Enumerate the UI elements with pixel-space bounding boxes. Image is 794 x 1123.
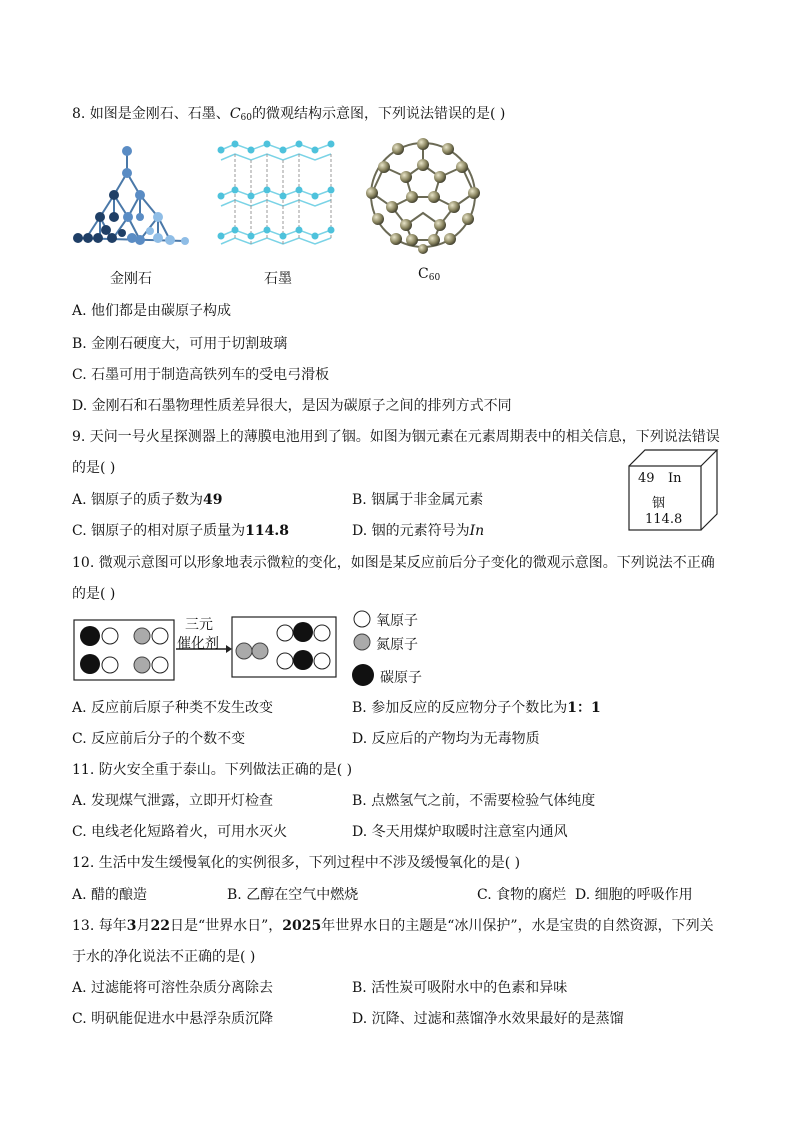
q12-option-c: C. 食物的腐烂 — [477, 887, 567, 903]
q8-option-b: B. 金刚石硬度大，可用于切割玻璃 — [72, 336, 288, 352]
legend-oxygen-icon — [352, 609, 372, 629]
q9-option-a-text: A. 铟原子的质子数为 — [72, 492, 204, 508]
q9-stem-line1: 9. 天问一号火星探测器上的薄膜电池用到了铟。如图为铟元素在元素周期表中的相关信息，下列说法错误 — [72, 429, 720, 445]
q13-stem-pre: 13. 每年 — [72, 918, 127, 934]
q12-option-a: A. 醋的酿造 — [72, 887, 148, 903]
c60-structure-image — [358, 135, 488, 255]
q9-option-a-value: 49 — [203, 492, 223, 508]
q9-stem-line2: 的是( ) — [72, 460, 116, 476]
q8-stem-c: C — [229, 106, 241, 122]
q13-option-a: A. 过滤能将可溶性杂质分离除去 — [72, 980, 274, 996]
diamond-structure-image — [70, 145, 195, 250]
q11-option-a: A. 发现煤气泄露，立即开灯检查 — [72, 793, 274, 809]
element-mass: 114.8 — [645, 512, 683, 527]
q8-option-d: D. 金刚石和石墨物理性质差异很大，是因为碳原子之间的排列方式不同 — [72, 398, 512, 414]
q10-option-b-text: B. 参加反应的反应物分子个数比为 — [352, 700, 568, 716]
legend-nitrogen-icon — [352, 632, 372, 652]
q8-stem-post: 的微观结构示意图，下列说法错误的是( ) — [251, 106, 506, 122]
element-symbol: In — [668, 471, 682, 486]
c60-caption-sub: 60 — [428, 273, 441, 283]
q13-stem-post: 年世界水日的主题是“冰川保护”，水是宝贵的自然资源，下列关 — [321, 918, 714, 934]
q11-option-d: D. 冬天用煤炉取暖时注意室内通风 — [352, 824, 568, 840]
q12-option-b: B. 乙醇在空气中燃烧 — [227, 887, 359, 903]
graphite-caption: 石墨 — [264, 271, 292, 287]
catalyst-label-2: 催化剂 — [177, 636, 219, 652]
q11-option-c: C. 电线老化短路着火，可用水灭火 — [72, 824, 288, 840]
graphite-structure-image — [215, 138, 340, 250]
q8-option-a: A. 他们都是由碳原子构成 — [72, 303, 232, 319]
q13-day: 22 — [150, 918, 170, 934]
q10-stem-line1: 10. 微观示意图可以形象地表示微粒的变化，如图是某反应前后分子变化的微观示意图。下列说法不正确 — [72, 555, 715, 571]
q10-option-b-value: 1：1 — [567, 700, 601, 716]
q13-option-c: C. 明矾能促进水中悬浮杂质沉降 — [72, 1011, 274, 1027]
legend-carbon-label: 碳原子 — [380, 670, 422, 686]
c60-caption — [418, 266, 440, 283]
q8-stem — [72, 103, 505, 123]
q9-option-d-text: D. 铟的元素符号为 — [352, 523, 470, 539]
q8-option-c: C. 石墨可用于制造高铁列车的受电弓滑板 — [72, 367, 330, 383]
q9-option-c-text: C. 铟原子的相对原子质量为 — [72, 523, 246, 539]
legend-nitrogen-label: 氮原子 — [376, 637, 418, 653]
q13-stem-mid: 日是“世界水日”， — [169, 918, 283, 934]
q9-option-d-value: In — [469, 523, 485, 539]
q10-option-d: D. 反应后的产物均为无毒物质 — [352, 731, 540, 747]
q12-option-d: D. 细胞的呼吸作用 — [575, 887, 693, 903]
q9-option-b: B. 铟属于非金属元素 — [352, 492, 484, 508]
q13-option-b: B. 活性炭可吸附水中的色素和异味 — [352, 980, 568, 996]
q13-option-d: D. 沉降、过滤和蒸馏净水效果最好的是蒸馏 — [352, 1011, 624, 1027]
q12-stem: 12. 生活中发生缓慢氧化的实例很多，下列过程中不涉及缓慢氧化的是( ) — [72, 855, 521, 871]
legend-carbon-icon — [351, 663, 375, 687]
q10-option-b — [352, 697, 601, 717]
q13-month: 3 — [126, 918, 137, 934]
q10-stem-line2: 的是( ) — [72, 586, 116, 602]
q9-option-d — [352, 520, 484, 540]
q11-option-b: B. 点燃氢气之前，不需要检验气体纯度 — [352, 793, 596, 809]
q9-option-c — [72, 520, 289, 540]
diamond-caption: 金刚石 — [110, 271, 152, 287]
q13-stem-line1 — [72, 915, 714, 935]
q13-month-unit: 月 — [136, 918, 151, 934]
q8-stem-c-sub: 60 — [240, 113, 252, 123]
element-name: 铟 — [652, 496, 666, 511]
q9-option-a — [72, 489, 223, 509]
q9-option-c-value: 114.8 — [245, 523, 289, 539]
q10-option-a: A. 反应前后原子种类不发生改变 — [72, 700, 274, 716]
c60-caption-c: C — [418, 266, 429, 282]
legend-oxygen-label: 氧原子 — [376, 613, 418, 629]
q13-stem-line2: 于水的净化说法不正确的是( ) — [72, 949, 256, 965]
q13-year: 2025 — [282, 918, 322, 934]
catalyst-label-1: 三元 — [185, 617, 213, 633]
q10-option-c: C. 反应前后分子的个数不变 — [72, 731, 246, 747]
q8-stem-pre: 8. 如图是金刚石、石墨、 — [72, 106, 230, 122]
q11-stem: 11. 防火安全重于泰山。下列做法正确的是( ) — [72, 762, 353, 778]
element-number: 49 — [638, 471, 655, 486]
